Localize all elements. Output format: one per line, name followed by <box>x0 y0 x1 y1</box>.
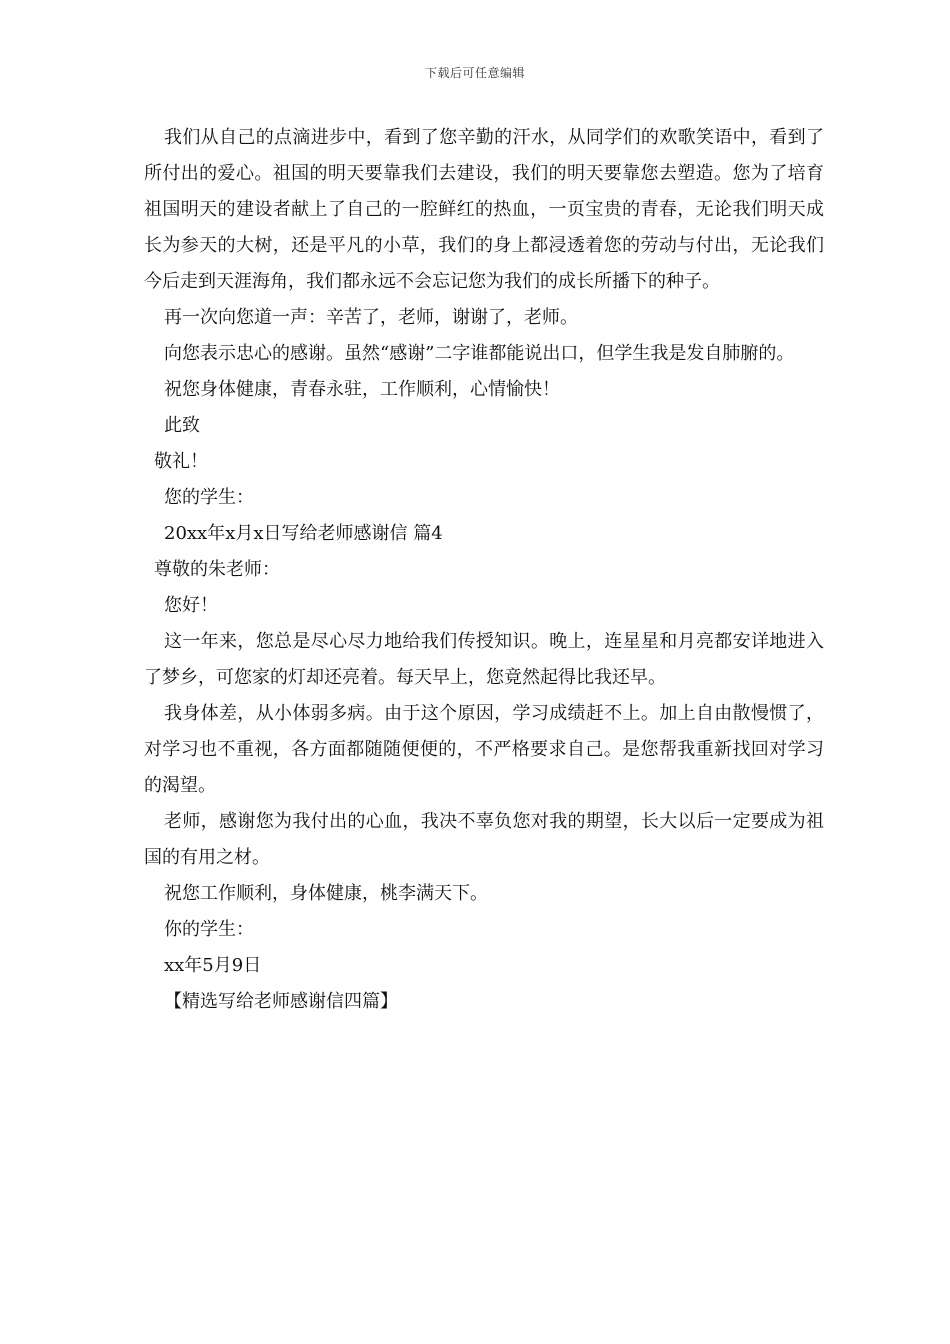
signature-your-student: 你的学生： <box>164 919 254 940</box>
paragraph-sincere-thanks: 向您表示忠心的感谢。虽然“感谢”二字谁都能说出口，但学生我是发自肺腑的。 <box>164 343 795 364</box>
salutation: 尊敬的朱老师： <box>154 559 280 580</box>
letter-title: 20xx年x月x日写给老师感谢信 篇4 <box>164 523 443 544</box>
closing-jingli: 敬礼！ <box>154 451 208 472</box>
paragraph-thanks-again: 再一次向您道一声：辛苦了，老师，谢谢了，老师。 <box>164 307 578 328</box>
paragraph-gratitude: 老师，感谢您为我付出的心血，我决不辜负您对我的期望，长大以后一定要成为祖国的有用之材。 <box>144 811 824 868</box>
paragraph-this-year: 这一年来，您总是尽心尽力地给我们传授知识。晚上，连星星和月亮都安详地进入了梦乡，可您家的灯却还亮着。每天早上，您竟然起得比我还早。 <box>144 631 824 688</box>
letter-date: xx年5月9日 <box>164 955 262 976</box>
signature-student: 您的学生： <box>164 487 254 508</box>
paragraph-health: 我身体差，从小体弱多病。由于这个原因，学习成绩赶不上。加上自由散慢惯了，对学习也不重视，各方面都随随便便的，不严格要求自己。是您帮我重新找回对学习的渴望。 <box>144 703 824 796</box>
greeting: 您好！ <box>164 595 218 616</box>
closing-cizhi: 此致 <box>164 415 200 436</box>
paragraph-progress: 我们从自己的点滴进步中，看到了您辛勤的汗水，从同学们的欢歌笑语中，看到了所付出的爱心。祖国的明天要靠我们去建设，我们的明天要靠您去塑造。您为了培育祖国明天的建设者献上了自己的一腔鲜红的热血，一页宝贵的青春，无论我们明天成长为参天的大树，还是平凡的小草，我们的身上都浸透着您的劳动与付出，无论我们今后走到天涯海角，我们都永远不会忘记您为我们的成长所播下的种子。 <box>144 127 824 292</box>
page-header: 下载后可任意编辑 <box>424 66 525 80</box>
document-body <box>144 120 824 1020</box>
paragraph-final-wishes: 祝您工作顺利，身体健康，桃李满天下。 <box>164 883 488 904</box>
paragraph-wishes: 祝您身体健康，青春永驻，工作顺利，心情愉快！ <box>164 379 560 400</box>
collection-title: 【精选写给老师感谢信四篇】 <box>164 991 398 1012</box>
